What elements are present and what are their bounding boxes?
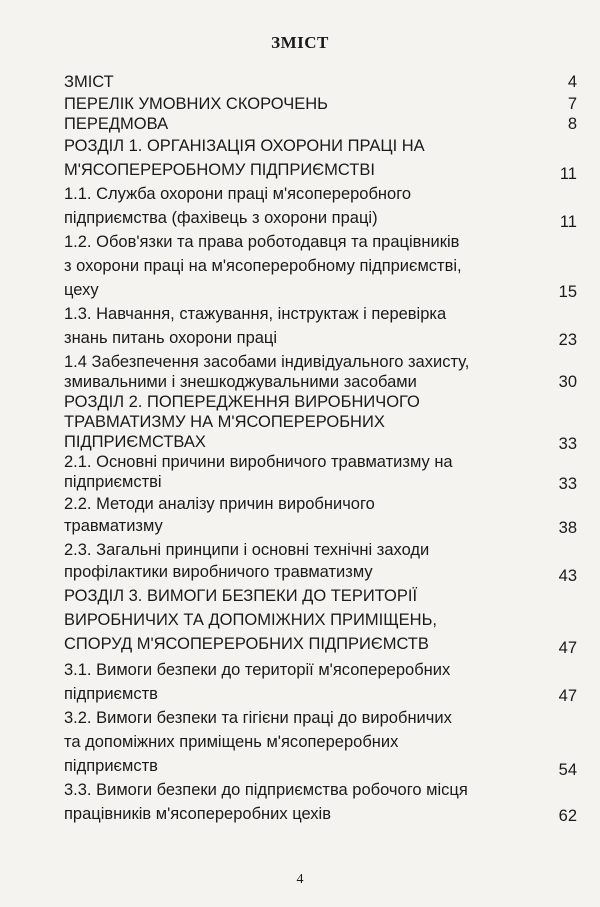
toc-entry-line: та допоміжних приміщень м'ясопереробних [64,733,399,751]
toc-entry-line: 3.2. Вимоги безпеки та гігієни праці до виробничих [64,709,452,727]
toc-entry-line: з охорони праці на м'ясопереробному підприємстві, [64,257,462,275]
toc-entry-line: СПОРУД М'ЯСОПЕРЕРОБНИХ ПІДПРИЄМСТВ [64,635,429,653]
toc-entry-page: 8 [567,115,577,133]
toc-entry-line: ВИРОБНИЧИХ ТА ДОПОМІЖНИХ ПРИМІЩЕНЬ, [64,611,437,629]
page-title: ЗМІСТ [271,33,329,52]
toc-entry-page: 33 [558,435,577,453]
toc-entry-page: 11 [559,165,577,183]
toc-entry-line: ТРАВМАТИЗМУ НА М'ЯСОПЕРЕРОБНИХ [64,413,385,431]
toc-entry-page: 43 [558,567,577,585]
toc-entry-page: 38 [558,519,577,537]
toc-entry-page: 11 [559,213,577,231]
toc-entry-page: 7 [567,95,577,113]
toc-entry-line: травматизму [64,517,163,535]
toc-entry-line: 1.1. Служба охорони праці м'ясопереробного [64,185,412,203]
page-number: 4 [296,872,304,887]
toc-entry-line: 3.3. Вимоги безпеки до підприємства робочого місця [64,781,468,799]
toc-entry-line: ПЕРЕДМОВА [64,115,169,133]
toc-entry-line: підприємств [64,685,158,703]
toc-entry-line: працівників м'ясопереробних цехів [64,805,331,823]
toc-entry-page: 30 [558,373,577,391]
toc-entry-line: підприємстві [64,473,162,491]
toc-entry-line: РОЗДІЛ 1. ОРГАНІЗАЦІЯ ОХОРОНИ ПРАЦІ НА [64,137,425,155]
toc-entry-line: ПІДПРИЄМСТВАХ [64,433,206,451]
toc-entry-line: 1.3. Навчання, стажування, інструктаж і перевірка [64,305,447,323]
toc-entry-page: 33 [558,475,577,493]
toc-entry-line: 2.1. Основні причини виробничого травматизму на [64,453,453,471]
toc-entry-line: підприємств [64,757,158,775]
toc-entry-line: змивальними і знешкоджувальними засобами [64,373,417,391]
toc-entry-line: знань питань охорони праці [64,329,278,347]
toc-entry-page: 62 [558,807,577,825]
toc-entry-page: 23 [558,331,577,349]
toc-entry-line: 3.1. Вимоги безпеки до території м'ясопереробних [64,661,451,679]
toc-entry-page: 54 [558,761,577,779]
toc-entry-line: М'ЯСОПЕРЕРОБНОМУ ПІДПРИЄМСТВІ [64,161,375,179]
toc-entry-page: 47 [558,639,577,657]
toc-entry-line: РОЗДІЛ 3. ВИМОГИ БЕЗПЕКИ ДО ТЕРИТОРІЇ [64,587,418,605]
toc-entry-page: 4 [567,73,577,91]
toc-entry-line: 2.2. Методи аналізу причин виробничого [64,495,375,513]
toc-entry-page: 47 [558,687,577,705]
toc-entry-line: 1.4 Забезпечення засобами індивідуального захисту, [64,353,470,371]
toc-entry-line: 2.3. Загальні принципи і основні технічні заходи [64,541,430,559]
toc-entry-line: ПЕРЕЛІК УМОВНИХ СКОРОЧЕНЬ [64,95,328,113]
toc-entry-line: підприємства (фахівець з охорони праці) [64,209,378,227]
toc-entry-line: 1.2. Обов'язки та права роботодавця та працівників [64,233,460,251]
toc-entry-page: 15 [558,283,577,301]
toc-entry-line: цеху [64,281,99,299]
toc-entry-line: профілактики виробничого травматизму [64,563,373,581]
toc-entry-line: ЗМІСТ [64,73,114,91]
toc-entry-line: РОЗДІЛ 2. ПОПЕРЕДЖЕННЯ ВИРОБНИЧОГО [64,393,420,411]
